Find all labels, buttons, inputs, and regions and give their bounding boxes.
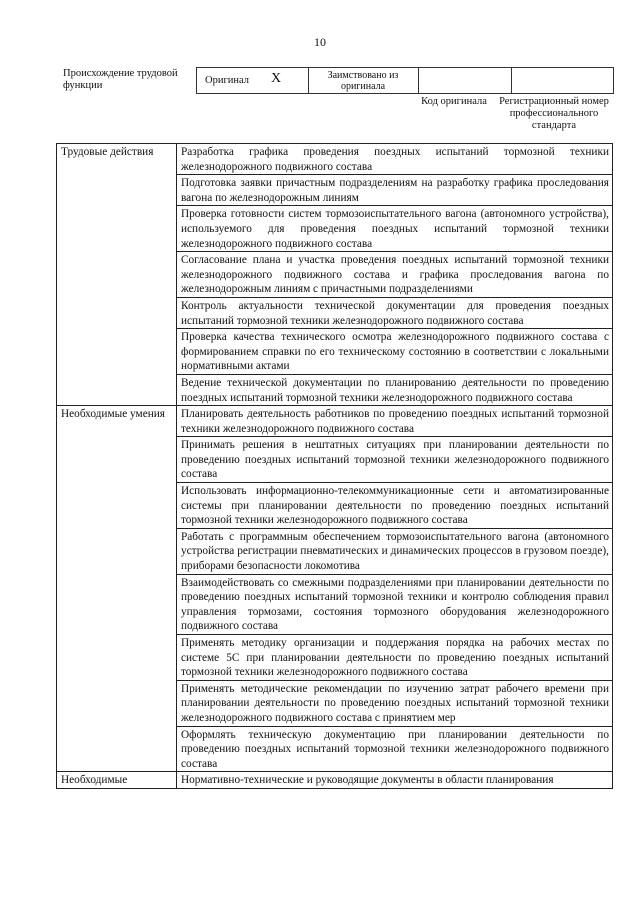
- section-title: Необходимые: [57, 772, 177, 789]
- table-row: [57, 772, 613, 789]
- table-cell: Принимать решения в нештатных ситуациях при планировании деятельности по проведению поездных испытаний тормозной техники железнодорожного подвижного состава: [177, 437, 613, 483]
- table-cell: Проверка качества технического осмотра железнодорожного подвижного состава с формированием справки по его техническому состоянию в соответствии с локальными нормативными актами: [177, 329, 613, 375]
- table-row: [57, 144, 613, 175]
- table-cell: Использовать информационно-телекоммуникационные сети и автоматизированные системы при планировании деятельности по проведению поездных испытаний тормозной техники железнодорожного подвижного состава: [177, 483, 613, 529]
- borrowed-label: Заимствовано из оригинала: [308, 68, 419, 93]
- table-cell: Планировать деятельность работников по проведению поездных испытаний тормозной техники железнодорожного подвижного состава: [177, 406, 613, 437]
- table-cell: Контроль актуальности технической документации для проведения поездных испытаний тормозной техники железнодорожного подвижного состава: [177, 297, 613, 328]
- function-table-body: [57, 144, 613, 789]
- original-code-cell: [419, 68, 512, 93]
- registration-number-caption: Регистрационный номер профессионального стандарта: [499, 96, 609, 131]
- section-title: Необходимые умения: [57, 406, 177, 772]
- table-cell: Работать с программным обеспечением тормозоиспытательного вагона (автономного устройства регистрации пневматических и динамических процессов в грузовом поезде), приборами безопасности локомотива: [177, 528, 613, 574]
- function-table: [56, 143, 613, 789]
- origin-label: Происхождение трудовой функции: [63, 68, 178, 91]
- original-label: Оригинал: [205, 75, 249, 86]
- section-title: Трудовые действия: [57, 144, 177, 406]
- table-cell: Разработка графика проведения поездных испытаний тормозной техники железнодорожного подвижного состава: [177, 144, 613, 175]
- table-cell: Нормативно-технические и руководящие документы в области планирования: [177, 772, 613, 789]
- page-number: 10: [314, 35, 326, 49]
- origin-table: [196, 67, 614, 94]
- table-cell: Применять методику организации и поддержания порядка на рабочих местах по системе 5С при планировании деятельности по проведению поездных испытаний тормозной техники железнодорожного подвижного состава: [177, 635, 613, 681]
- table-cell: Проверка готовности систем тормозоиспытательного вагона (автономного устройства), используемого для проведения поездных испытаний тормозной техники железнодорожного подвижного состава: [177, 206, 613, 252]
- original-mark: X: [271, 71, 282, 86]
- table-cell: Оформлять техническую документацию при планировании деятельности по проведению поездных испытаний тормозной техники железнодорожного подвижного состава: [177, 726, 613, 772]
- table-cell: Применять методические рекомендации по изучению затрат рабочего времени при планировании деятельности по проведению поездных испытаний тормозной техники железнодорожного подвижного состава с принятием мер: [177, 680, 613, 726]
- table-row: [57, 406, 613, 437]
- table-cell: Ведение технической документации по планированию деятельности по проведению поездных испытаний тормозной техники железнодорожного подвижного состава: [177, 374, 613, 405]
- original-cell: [197, 68, 309, 93]
- table-cell: Взаимодействовать со смежными подразделениями при планировании деятельности по проведению поездных испытаний тормозной техники и контролю соблюдения правил управления тормозами, состояния тормозного оборудования железнодорожного подвижного состава: [177, 574, 613, 634]
- original-code-caption: Код оригинала: [421, 96, 487, 107]
- table-cell: Согласование плана и участка проведения поездных испытаний тормозной техники железнодорожного подвижного состава и графика проследования вагона по железнодорожным линиям с причастными подразделениями: [177, 252, 613, 298]
- table-cell: Подготовка заявки причастным подразделениям на разработку графика проследования вагона по железнодорожным линиям: [177, 175, 613, 206]
- registration-number-cell: [511, 68, 613, 93]
